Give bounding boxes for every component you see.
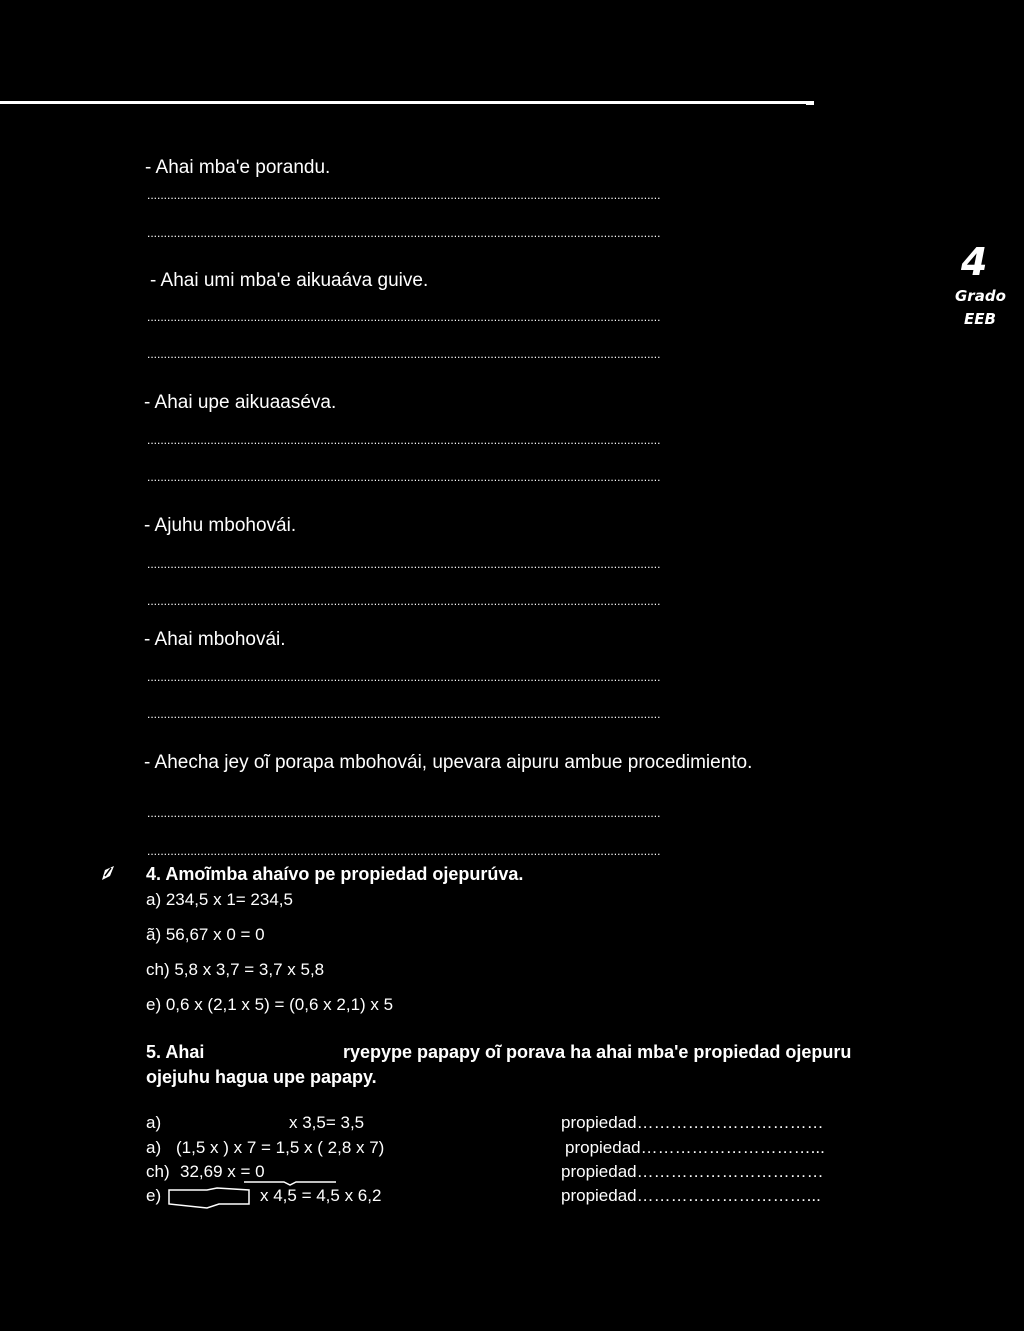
section-5-title-line2: ojejuhu hagua upe papapy. xyxy=(146,1067,377,1087)
row-a-property[interactable]: propiedad…………………………… xyxy=(561,1113,824,1132)
answer-line[interactable]: .......................................................................................................................................................... xyxy=(147,226,661,240)
row-a-label: a) xyxy=(146,1113,162,1132)
answer-line[interactable]: .......................................................................................................................................................... xyxy=(147,844,661,858)
answer-line[interactable]: .......................................................................................................................................................... xyxy=(147,670,661,684)
grade-level: EEB xyxy=(964,310,996,328)
exercise-4d: e) 0,6 x (2,1 x 5) = (0,6 x 2,1) x 5 xyxy=(146,995,394,1014)
row-ch-property[interactable]: propiedad…………………………… xyxy=(561,1162,824,1181)
question-2: - Ahai umi mba'e aikuaáva guive. xyxy=(150,270,429,291)
answer-line[interactable]: .......................................................................................................................................................... xyxy=(147,707,661,721)
answer-line[interactable]: .......................................................................................................................................................... xyxy=(147,594,661,608)
row-e-label: e) xyxy=(146,1186,162,1205)
grade-label: Grado xyxy=(955,287,1006,305)
answer-line[interactable]: .......................................................................................................................................................... xyxy=(147,806,661,820)
top-rule xyxy=(0,101,812,104)
section-4-title: 4. Amoĩmba ahaívo pe propiedad ojepurúva. xyxy=(146,864,524,884)
answer-line[interactable]: .......................................................................................................................................................... xyxy=(147,470,661,484)
row-a2-expression: (1,5 x ) x 7 = 1,5 x ( 2,8 x 7) xyxy=(176,1138,385,1157)
question-1: - Ahai mba'e porandu. xyxy=(145,157,331,178)
answer-line[interactable]: .......................................................................................................................................................... xyxy=(147,188,661,202)
answer-line[interactable]: .......................................................................................................................................................... xyxy=(147,310,661,324)
row-e-property[interactable]: propiedad…………………………... xyxy=(561,1186,821,1205)
answer-line[interactable]: .......................................................................................................................................................... xyxy=(147,433,661,447)
row-ch-expression: 32,69 x = 0 xyxy=(180,1162,265,1181)
row-e-expression: x 4,5 = 4,5 x 6,2 xyxy=(260,1186,382,1205)
question-6: - Ahecha jey oĩ porapa mbohovái, upevara aipuru ambue procedimiento. xyxy=(144,752,753,773)
question-4: - Ajuhu mbohovái. xyxy=(144,515,297,536)
section-5-title-rest: ryepype papapy oĩ porava ha ahai mba'e propiedad ojepuru xyxy=(343,1042,852,1062)
exercise-4b: ã) 56,67 x 0 = 0 xyxy=(146,925,265,944)
row-ch-label: ch) xyxy=(146,1162,170,1181)
question-3: - Ahai upe aikuaaséva. xyxy=(144,392,337,413)
top-rule-tail xyxy=(806,101,814,105)
section-5-title-start: 5. Ahai xyxy=(146,1042,205,1062)
question-5: - Ahai mbohovái. xyxy=(144,629,286,650)
grade-number: 4 xyxy=(961,240,988,284)
row-a-expression: x 3,5= 3,5 xyxy=(289,1113,365,1132)
answer-line[interactable]: .......................................................................................................................................................... xyxy=(147,557,661,571)
exercise-4c: ch) 5,8 x 3,7 = 3,7 x 5,8 xyxy=(146,960,325,979)
pencil-icon xyxy=(100,864,118,882)
row-a2-label: a) xyxy=(146,1138,162,1157)
answer-box-e[interactable] xyxy=(167,1186,251,1210)
exercise-4a: a) 234,5 x 1= 234,5 xyxy=(146,890,293,909)
row-a2-property[interactable]: propiedad…………………………... xyxy=(565,1138,825,1157)
answer-line[interactable]: .......................................................................................................................................................... xyxy=(147,347,661,361)
